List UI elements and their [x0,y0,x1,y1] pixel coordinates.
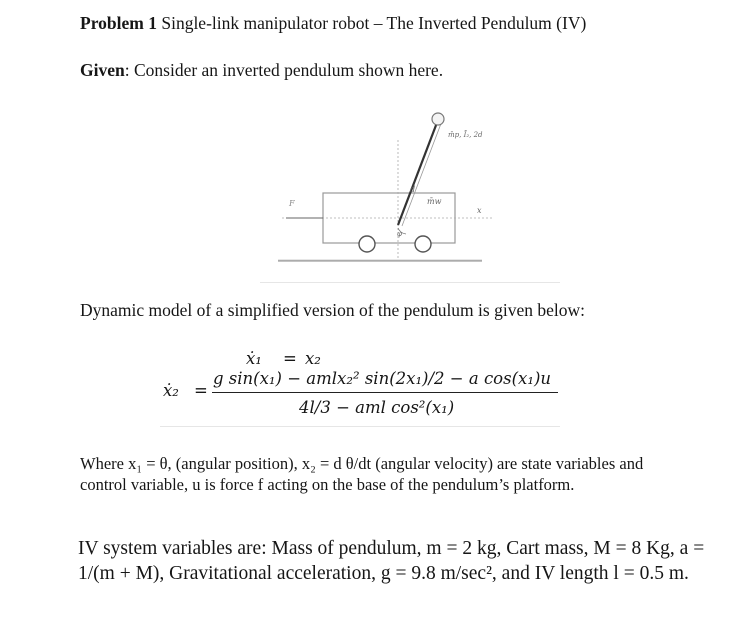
eq1-equals: = [283,349,297,368]
eq1-rhs: x₂ [305,349,321,368]
equation-bottom-rule [160,426,560,427]
cart-mass-label: m̄w [427,197,442,206]
inverted-pendulum-figure [260,110,500,280]
force-label: F [289,199,295,208]
given-text: : Consider an inverted pendulum shown here. [124,60,444,80]
right-wheel [415,236,431,252]
angle-label: φ [397,230,402,238]
pendulum-mass [432,113,444,125]
figure-bottom-rule [260,282,560,283]
given-line [80,60,443,81]
fraction-bar [212,392,558,393]
problem-title-text: Single-link manipulator robot – The Inverted Pendulum (IV) [161,13,587,33]
given-label: Given [80,60,125,80]
problem-title [80,13,586,34]
eq2-equals: = [194,381,208,400]
where-paragraph: Where x₁ = θ, (angular position), x₂ = d θ/dt (angular velocity) are state variables and control variable, u is force f acting on the base of the pendulum’s platform. [80,454,644,494]
left-wheel [359,236,375,252]
problem-label: Problem 1 [80,13,157,33]
eq1-lhs: ẋ₁ [246,349,262,368]
pendulum-rod-edge [402,121,442,226]
eq2-denominator: 4l/3 − aml cos²(x₁) [299,398,455,417]
iv-variables-paragraph: IV system variables are: Mass of pendulum, m = 2 kg, Cart mass, M = 8 Kg, a = 1/(m + M), Gravitational acceleration, g = 9.8 m/sec², and IV length l = 0.5 m. [78,538,705,584]
mass-label: m̄p, Ī₂, 2d [448,131,483,139]
d-label: d [410,185,416,194]
eq2-lhs: ẋ₂ [163,381,179,400]
dynamic-model-intro: Dynamic model of a simplified version of the pendulum is given below: [80,300,585,320]
eq2-numerator: g sin(x₁) − amlx₂² sin(2x₁)/2 − a cos(x₁)u [213,369,552,388]
pendulum-rod [398,120,438,225]
x-label: x [477,206,482,215]
